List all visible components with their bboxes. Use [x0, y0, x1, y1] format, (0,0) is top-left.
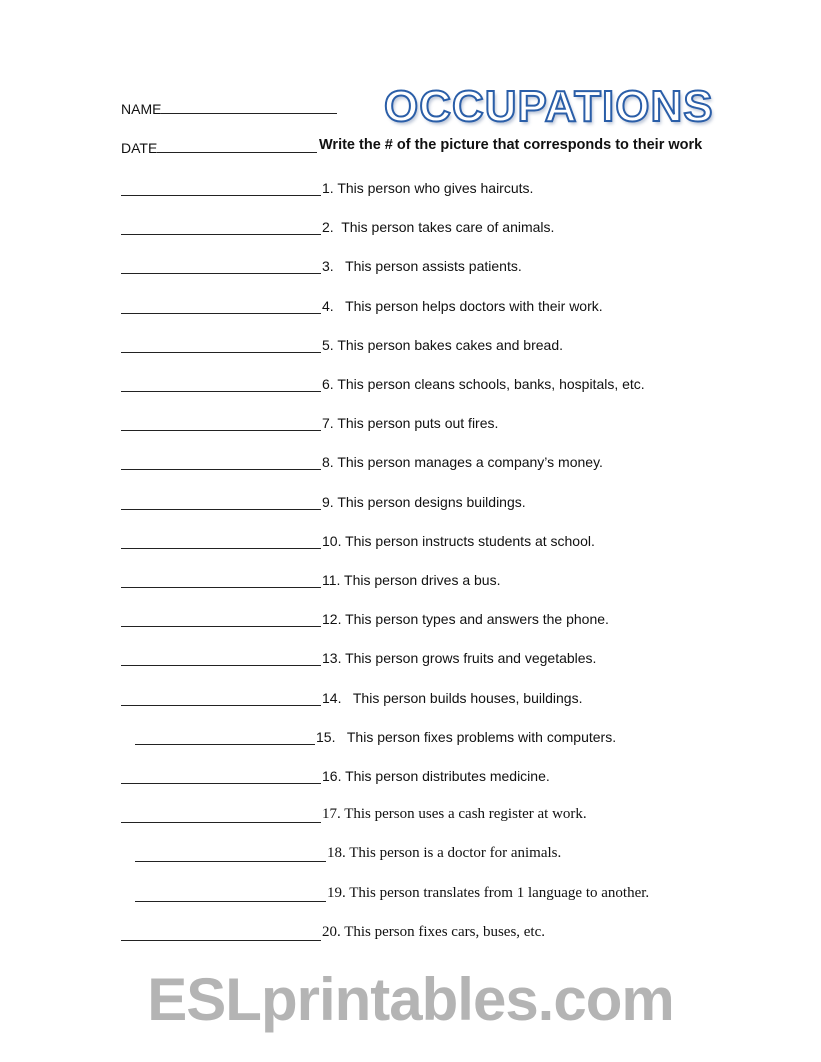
- question-text: 3. This person assists patients.: [322, 258, 522, 275]
- question-text: 5. This person bakes cakes and bread.: [322, 336, 564, 353]
- answer-blank[interactable]: [121, 259, 321, 274]
- name-blank[interactable]: [161, 99, 337, 114]
- question-text: 7. This person puts out fires.: [322, 415, 499, 432]
- question-text: 19. This person translates from 1 language to another.: [327, 884, 650, 901]
- name-field[interactable]: [121, 99, 337, 117]
- answer-blank[interactable]: [121, 612, 321, 627]
- question-row: [121, 411, 498, 431]
- answer-blank[interactable]: [121, 455, 321, 470]
- answer-blank[interactable]: [121, 691, 321, 706]
- question-row: [121, 294, 603, 314]
- question-text: 20. This person fixes cars, buses, etc.: [322, 923, 546, 940]
- question-text: 18. This person is a doctor for animals.: [327, 845, 562, 862]
- question-row: [121, 176, 533, 196]
- question-row: [121, 607, 609, 627]
- answer-blank[interactable]: [121, 495, 321, 510]
- question-text: 16. This person distributes medicine.: [322, 768, 550, 784]
- date-field[interactable]: [121, 138, 317, 156]
- answer-blank[interactable]: [121, 299, 321, 314]
- question-row: [121, 764, 550, 784]
- question-row: [135, 725, 616, 745]
- question-row: [121, 686, 582, 706]
- question-row: [121, 921, 545, 941]
- question-text: 11. This person drives a bus.: [322, 572, 501, 588]
- question-row: [135, 842, 561, 862]
- page-title: OCCUPATIONS: [384, 82, 714, 131]
- answer-blank[interactable]: [121, 808, 321, 823]
- answer-blank[interactable]: [121, 377, 321, 392]
- answer-blank[interactable]: [121, 181, 321, 196]
- question-text: 10. This person instructs students at school.: [322, 532, 595, 549]
- question-row: [121, 568, 500, 588]
- question-row: [135, 882, 649, 902]
- question-row: [121, 450, 603, 470]
- answer-blank[interactable]: [121, 416, 321, 431]
- instructions: Write the # of the picture that corresponds to their work: [319, 137, 703, 153]
- answer-blank[interactable]: [135, 887, 326, 902]
- question-text: 9. This person designs buildings.: [322, 493, 526, 510]
- date-label: DATE: [121, 140, 158, 156]
- question-row: [121, 529, 595, 549]
- question-text: 4. This person helps doctors with their work.: [322, 297, 603, 314]
- answer-blank[interactable]: [135, 730, 315, 745]
- answer-blank[interactable]: [121, 573, 321, 588]
- question-text: 17. This person uses a cash register at work.: [322, 806, 587, 823]
- watermark: ESLprintables.com: [147, 966, 674, 1033]
- question-row: [121, 254, 522, 274]
- question-row: [121, 803, 587, 823]
- question-row: [121, 490, 526, 510]
- answer-blank[interactable]: [121, 769, 321, 784]
- question-text: 12. This person types and answers the phone.: [322, 611, 609, 628]
- answer-blank[interactable]: [121, 338, 321, 353]
- answer-blank[interactable]: [135, 847, 326, 862]
- question-text: 2. This person takes care of animals.: [322, 219, 555, 236]
- question-text: 15. This person fixes problems with computers.: [316, 728, 617, 745]
- question-text: 13. This person grows fruits and vegetables.: [322, 650, 597, 667]
- question-row: [121, 646, 596, 666]
- question-row: [121, 333, 563, 353]
- name-label: NAME: [121, 101, 162, 117]
- answer-blank[interactable]: [121, 534, 321, 549]
- date-blank[interactable]: [157, 138, 317, 153]
- question-text: 1. This person who gives haircuts.: [322, 180, 534, 196]
- question-row: [121, 215, 554, 235]
- question-text: 14. This person builds houses, buildings.: [322, 689, 583, 706]
- question-text: 6. This person cleans schools, banks, hospitals, etc.: [322, 376, 645, 392]
- question-text: 8. This person manages a company’s money.: [322, 454, 603, 471]
- question-row: [121, 372, 645, 392]
- answer-blank[interactable]: [121, 651, 321, 666]
- answer-blank[interactable]: [121, 220, 321, 235]
- answer-blank[interactable]: [121, 926, 321, 941]
